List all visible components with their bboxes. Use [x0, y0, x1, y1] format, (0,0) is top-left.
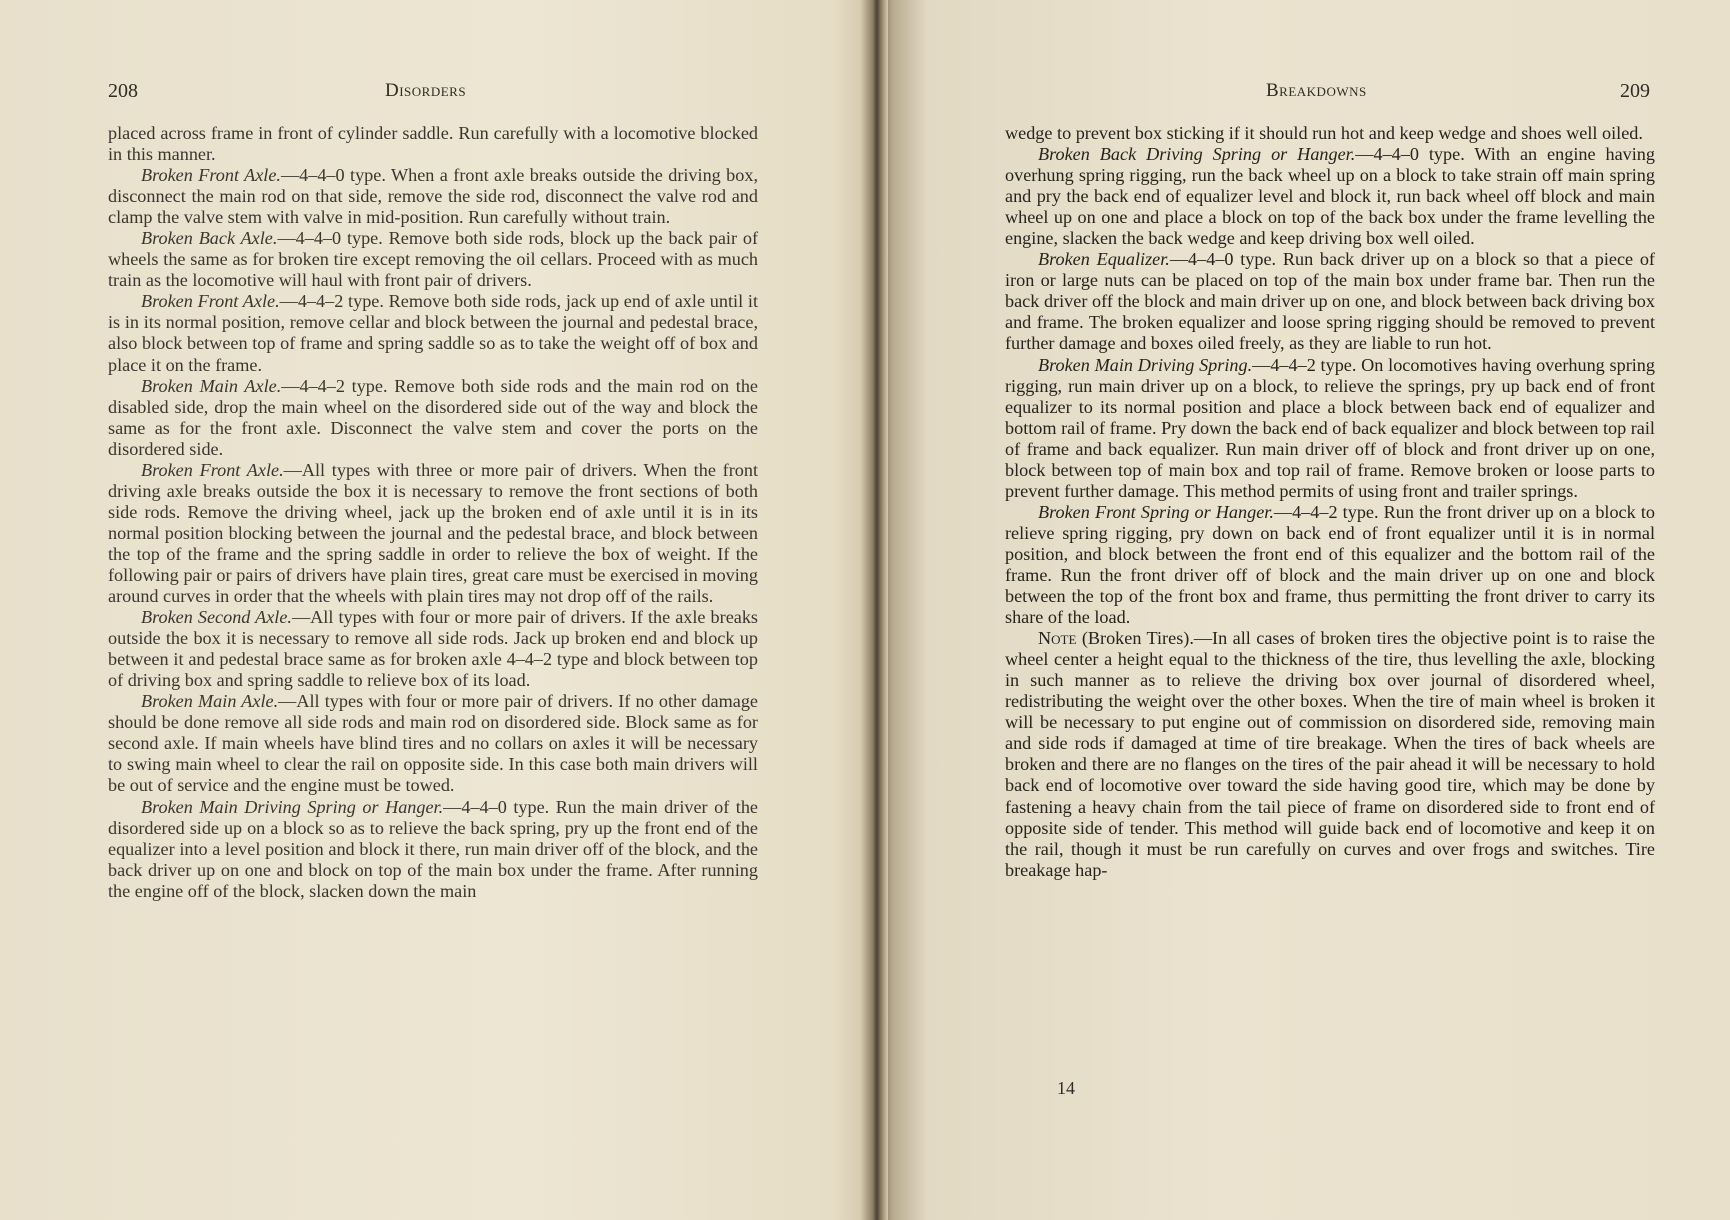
paragraph: Broken Back Driving Spring or Hanger.—4–4–0 type. With an engine having overhung spring rigging, run the back wheel up on a block to take strain off main spring and pry the back end of equalizer level and block it, run back wheel off block and main wheel up on one and place a block on top of the back box under the frame levelling the engine, slacken the back wedge and keep driving box well oiled.: [1005, 144, 1655, 249]
note-label: Note: [1038, 628, 1077, 649]
paragraph: Note (Broken Tires).—In all cases of broken tires the objective point is to raise the wheel center a height equal to the thickness of the tire, thus levelling the axle, blocking in such manner as to relieve the driving box over journal of disordered wheel, redistributing the weight over the other boxes. When the tire of main wheel is broken it will be necessary to put engine out of commission on disordered side, removing main and side rods if damaged at time of tire breakage. When the tires of back wheels are broken and there are no flanges on the tires of the pair ahead it will be necessary to hold back end of locomotive over toward the side having good tire, which may be done by fastening a heavy chain from the tail piece of frame on disordered side to front end of opposite side of tender. This method will guide back end of locomotive and keep it on the rail, though it must be run carefully on curves and over frogs and switches. Tire breakage hap-: [1005, 628, 1655, 880]
paragraph-heading: Broken Main Driving Spring or Hanger.: [141, 796, 444, 817]
paragraph: Broken Front Axle.—All types with three or more pair of drivers. When the front driving axle breaks outside the box it is necessary to remove the front sections of both side rods. Remove the driving wheel, jack up the broken end of axle until it is in its normal position blocking between the journal and the pedestal brace, and block between the top of the frame and the spring saddle in order to relieve the box of weight. If the following pair or pairs of drivers have plain tires, great care must be exercised in moving around curves in order that the wheels with plain tires may not drop off of the rails.: [108, 459, 759, 607]
paragraph-heading: Broken Front Axle.: [141, 459, 284, 480]
paragraph: Broken Equalizer.—4–4–0 type. Run back driver up on a block so that a piece of iron or large nuts can be placed on top of the main box under frame bar. Then run the back driver off the block and main driver up on one, and block between back driving box and frame. The broken equalizer and loose spring rigging should be removed to prevent further damage and boxes oiled freely, as they are liable to run hot.: [1005, 249, 1655, 354]
paragraph: Broken Front Axle.—4–4–0 type. When a front axle breaks outside the driving box, disconnect the main rod on that side, remove the side rod, disconnect the valve rod and clamp the valve stem with valve in mid-position. Run carefully without train.: [108, 165, 759, 228]
paragraph: placed across frame in front of cylinder saddle. Run carefully with a locomotive blocked in this manner.: [108, 123, 758, 165]
page-number-left: 208: [108, 80, 138, 102]
paragraph: Broken Back Axle.—4–4–0 type. Remove both side rods, block up the back pair of wheels the same as for broken tire except removing the oil cellars. Proceed with as much train as the locomotive will haul with front pair of drivers.: [108, 228, 759, 291]
paragraph: Broken Second Axle.—All types with four or more pair of drivers. If the axle breaks outside the box it is necessary to remove all side rods. Jack up broken end and block up between it and pedestal brace same as for broken axle 4–4–2 type and block between top of driving box and spring saddle to relieve box of its load.: [108, 607, 759, 691]
page-number-right: 209: [1620, 80, 1650, 102]
right-text-column: [1005, 123, 1655, 881]
paragraph-heading: Broken Front Spring or Hanger.: [1038, 501, 1274, 522]
running-head-left: Disorders: [385, 80, 467, 101]
paragraph-heading: Broken Second Axle.: [141, 607, 292, 628]
signature-mark: 14: [1057, 1078, 1075, 1098]
paragraph: Broken Front Spring or Hanger.—4–4–2 type. Run the front driver up on a block to relieve spring rigging, pry down on back end of front equalizer until it is in normal position, and block between the front end of this equalizer and the bottom rail of the frame. Run the front driver off of block and the main driver up on one and block between the top of the front box and frame, thus permitting the front driver to carry its share of the load.: [1005, 501, 1655, 628]
paragraph-heading: Broken Back Driving Spring or Hanger.: [1038, 144, 1356, 165]
paragraph: Broken Main Axle.—All types with four or more pair of drivers. If no other damage should be done remove all side rods and main rod on disordered side. Block same as for second axle. If main wheels have blind tires and no collars on axles it will be necessary to swing main wheel to clear the rail on opposite side. In this case both main drivers will be out of service and the engine must be towed.: [108, 691, 758, 796]
paragraph: Broken Main Driving Spring.—4–4–2 type. On locomotives having overhung spring rigging, run main driver up on a block, to relieve the springs, pry up back end of front equalizer to its normal position and place a block between back end of equalizer and bottom rail of frame. Pry down the back end of back equalizer and block between top rail of frame and back equalizer. Run main driver off of block and front driver up on one, block between top of main box and top rail of frame. Remove broken or loose parts to prevent further damage. This method permits of using front and trailer springs.: [1005, 354, 1655, 501]
paragraph-heading: Broken Main Driving Spring.: [1038, 354, 1253, 375]
left-text-column: [108, 123, 758, 902]
paragraph-heading: Broken Main Axle.: [141, 375, 282, 396]
right-page: [876, 0, 1730, 1220]
paragraph-heading: Broken Equalizer.: [1038, 249, 1170, 270]
paragraph: wedge to prevent box sticking if it should run hot and keep wedge and shoes well oiled.: [1005, 123, 1643, 143]
paragraph-heading: Broken Main Axle.: [141, 691, 279, 712]
paragraph: Broken Main Axle.—4–4–2 type. Remove both side rods and the main rod on the disabled side, drop the main wheel on the disordered side out of the way and block the same as for the front axle. Disconnect the valve stem and cover the ports on the disordered side.: [108, 375, 758, 459]
book-gutter: [860, 0, 888, 1220]
paragraph: Broken Main Driving Spring or Hanger.—4–4–0 type. Run the main driver of the disordered side up on a block so as to relieve the back spring, pry up the front end of the equalizer into a level position and block it there, run main driver off of the block, and the back driver up on one and block on top of the main box under the frame. After running the engine off of the block, slacken down the main: [108, 796, 758, 901]
paragraph-heading: Broken Back Axle.: [141, 228, 278, 249]
paragraph-heading: Broken Front Axle.: [141, 165, 281, 186]
paragraph: Broken Front Axle.—4–4–2 type. Remove both side rods, jack up end of axle until it is in its normal position, remove cellar and block between the journal and pedestal brace, also block between top of frame and spring saddle so as to take the weight off of box and place it on the frame.: [108, 291, 758, 375]
running-head-right: Breakdowns: [1266, 80, 1367, 101]
paragraph-heading: Broken Front Axle.: [141, 291, 280, 312]
